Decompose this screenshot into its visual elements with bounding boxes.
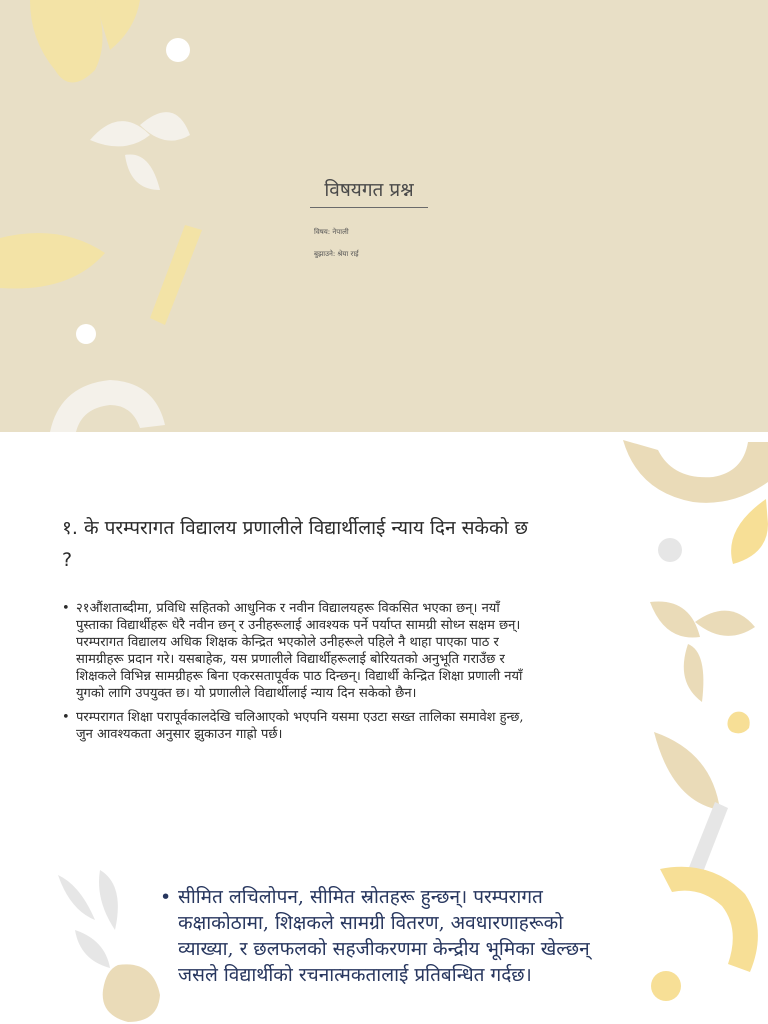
bullet-icon: • bbox=[62, 601, 70, 616]
decorative-dot-gray-right bbox=[656, 536, 684, 564]
list-item bbox=[62, 709, 532, 743]
decorative-dot-white-small bbox=[72, 320, 102, 350]
bullet-icon: • bbox=[160, 886, 172, 908]
presenter-label: बुझाउने: श्रेया राई bbox=[314, 250, 359, 258]
decorative-arc-white bbox=[40, 370, 180, 432]
list-item bbox=[160, 884, 600, 988]
decorative-dot-yellow-bottom bbox=[648, 968, 684, 1004]
decorative-arc-yellow-right bbox=[650, 864, 768, 974]
title-slide bbox=[0, 0, 768, 432]
decorative-half-circle-yellow bbox=[0, 228, 110, 298]
bullet-text: परम्परागत शिक्षा परापूर्वकालदेखि चलिआएको भएपनि यसमा एउटा सख्त तालिका समावेश हुन्छ, जुन आवश्यकता अनुसार झुकाउन गाह्रो पर्छ। bbox=[76, 710, 524, 742]
question-heading: १. के परम्परागत विद्यालय प्रणालीले विद्यार्थीलाई न्याय दिन सकेको छ ? bbox=[62, 517, 528, 571]
decorative-leaf-gray-left bbox=[50, 860, 130, 970]
list-item bbox=[62, 600, 532, 702]
bullet-text: सीमित लचिलोपन, सीमित स्रोतहरू हुन्छन्। परम्परागत कक्षाकोठामा, शिक्षकले सामग्री वितरण, अवधारणाहरूको व्याख्या, र छलफलको सहजीकरणमा केन्द्रीय भूमिका खेल्छन् जसले विद्यार्थीको रचनात्मकतालाई प्रतिबन्धित गर्दछ। bbox=[178, 886, 590, 986]
decorative-blob-tan-left bbox=[98, 960, 168, 1024]
large-bullet-list bbox=[160, 884, 600, 995]
bullet-text: २१औंशताब्दीमा, प्रविधि सहितको आधुनिक र नवीन विद्यालयहरू विकसित भएका छन्। नयाँ पुस्ताका विद्यार्थीहरू धेरै नवीन छन् र उनीहरूलाई आवश्यक पर्ने पर्याप्त सामग्री सोध्न सक्षम छन्। परम्परागत विद्यालय अधिक शिक्षक केन्द्रित भएकोले उनीहरूले पहिले नै थाहा पाएका पाठ र सामग्रीहरू प्रदान गरे। यसबाहेक, यस प्रणालीले विद्यार्थीहरूलाई बोरियतको अनुभूति गराउँछ र शिक्षकले विभिन्न सामग्रीहरू बिना एकरसतापूर्वक पाठ दिन्छन्। विद्यार्थी केन्द्रित शिक्षा प्रणाली नयाँ युगको लागि उपयुक्त छ। यो प्रणालीले विद्यार्थीलाई न्याय दिन सकेको छैन। bbox=[76, 601, 523, 701]
decorative-leaf-white bbox=[80, 95, 200, 205]
decorative-stroke-yellow bbox=[140, 220, 210, 330]
decorative-dot-yellow-right bbox=[724, 708, 754, 738]
page-title: विषयगत प्रश्न bbox=[310, 176, 428, 208]
decorative-leaf-yellow-right bbox=[718, 494, 768, 569]
content-slide bbox=[0, 432, 768, 1024]
bullet-icon: • bbox=[62, 710, 70, 725]
decorative-flower-tan-right bbox=[640, 582, 768, 722]
bullet-list bbox=[62, 600, 532, 750]
subject-label: विषय: नेपाली bbox=[314, 228, 349, 236]
decorative-dot-white-top bbox=[164, 36, 194, 66]
